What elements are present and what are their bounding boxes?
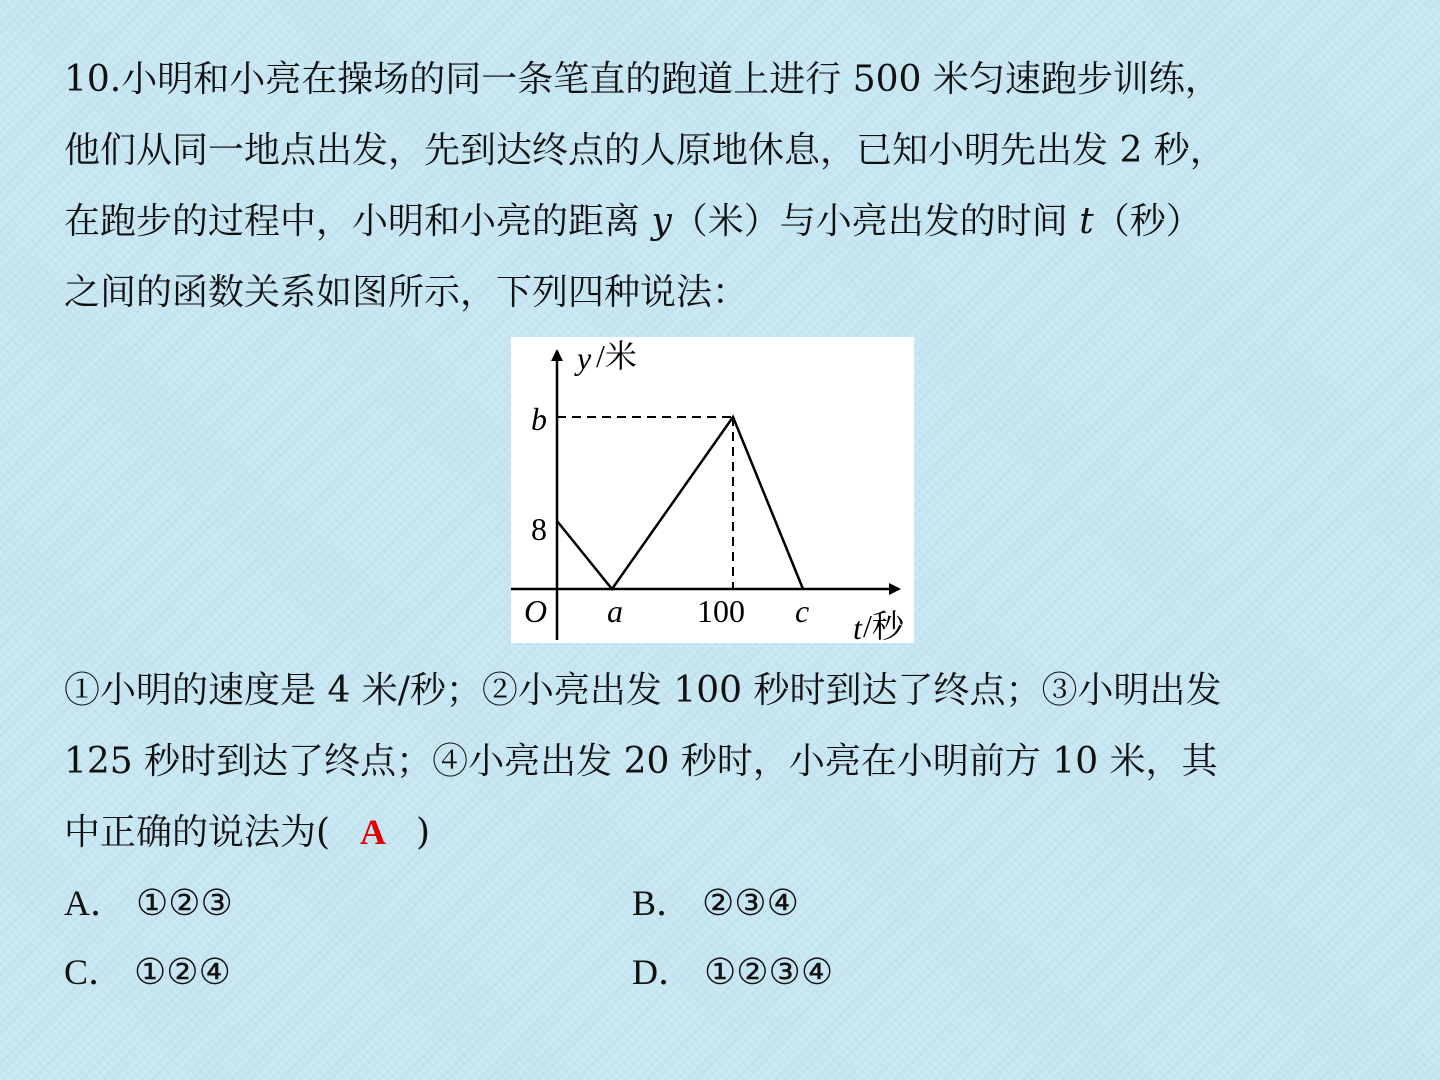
- chart-svg: [511, 337, 914, 643]
- choice-c[interactable]: [64, 937, 231, 1008]
- origin-label: O: [524, 593, 548, 629]
- variable-y: y: [651, 201, 672, 242]
- choices-row-2: [64, 937, 1374, 1008]
- question-line-3: [64, 186, 1374, 257]
- answer-blank: [330, 797, 416, 868]
- statements-text: [64, 655, 1374, 868]
- question-line-3-part-1: 在跑步的过程中，小明和小亮的距离: [64, 201, 652, 242]
- question-line-2: 他们从同一地点出发，先到达终点的人原地休息，已知小明先出发 2 秒，: [64, 130, 1226, 171]
- question-text: [64, 44, 1374, 328]
- choice-d[interactable]: [632, 937, 833, 1008]
- choice-b[interactable]: [632, 868, 799, 939]
- question-line-3-part-3: （秒）: [1093, 201, 1202, 242]
- question-line-1-text: 小明和小亮在操场的同一条笔直的跑道上进行 500 米匀速跑步训练，: [121, 59, 1221, 100]
- statements-line-2: 125 秒时到达了终点；④小亮出发 20 秒时，小亮在小明前方 10 米，其: [64, 741, 1218, 782]
- statements-line-1: ①小明的速度是 4 米/秒；②小亮出发 100 秒时到达了终点；③小明出发: [64, 670, 1222, 711]
- x-axis-label-var: t: [853, 610, 862, 643]
- x-tick-label-c: c: [795, 593, 810, 629]
- series-point-4: [803, 589, 804, 590]
- y-tick-label-b: b: [531, 401, 547, 437]
- x-axis-label-unit: /秒: [863, 608, 904, 643]
- statements-line-3-suffix: ): [416, 812, 431, 853]
- statements-line-3: [64, 797, 1374, 868]
- choice-b-text: ②③④: [702, 883, 799, 924]
- choice-d-letter: D．: [632, 952, 694, 992]
- choices-row-1: [64, 868, 1374, 939]
- choice-c-text: ①②④: [134, 952, 231, 993]
- choice-a-text: ①②③: [136, 883, 233, 924]
- y-axis-label-var: y: [577, 340, 592, 376]
- distance-series-line: [557, 417, 803, 589]
- distance-time-chart: [511, 337, 914, 643]
- answer-mark: A: [360, 812, 387, 852]
- series-point-2: [612, 589, 613, 590]
- series-point-1: [557, 521, 558, 522]
- choice-a[interactable]: [64, 868, 233, 939]
- choice-d-text: ①②③④: [704, 952, 834, 993]
- statements-line-3-prefix: 中正确的说法为(: [64, 812, 331, 853]
- y-tick-label-8: 8: [531, 511, 547, 547]
- x-tick-label-100: 100: [697, 593, 745, 629]
- question-line-4: 之间的函数关系如图所示，下列四种说法：: [64, 272, 749, 313]
- choice-a-letter: A．: [64, 883, 126, 923]
- choice-c-letter: C．: [64, 952, 125, 992]
- y-axis-label-unit: /米: [596, 338, 637, 374]
- x-tick-label-a: a: [607, 593, 623, 629]
- question-number: 10.: [64, 59, 122, 100]
- question-line-3-part-2: （米）与小亮出发的时间: [671, 201, 1080, 242]
- choice-b-letter: B．: [632, 883, 693, 923]
- series-point-3: [733, 417, 734, 418]
- question-line-1: [64, 44, 1374, 115]
- variable-t: t: [1079, 201, 1094, 242]
